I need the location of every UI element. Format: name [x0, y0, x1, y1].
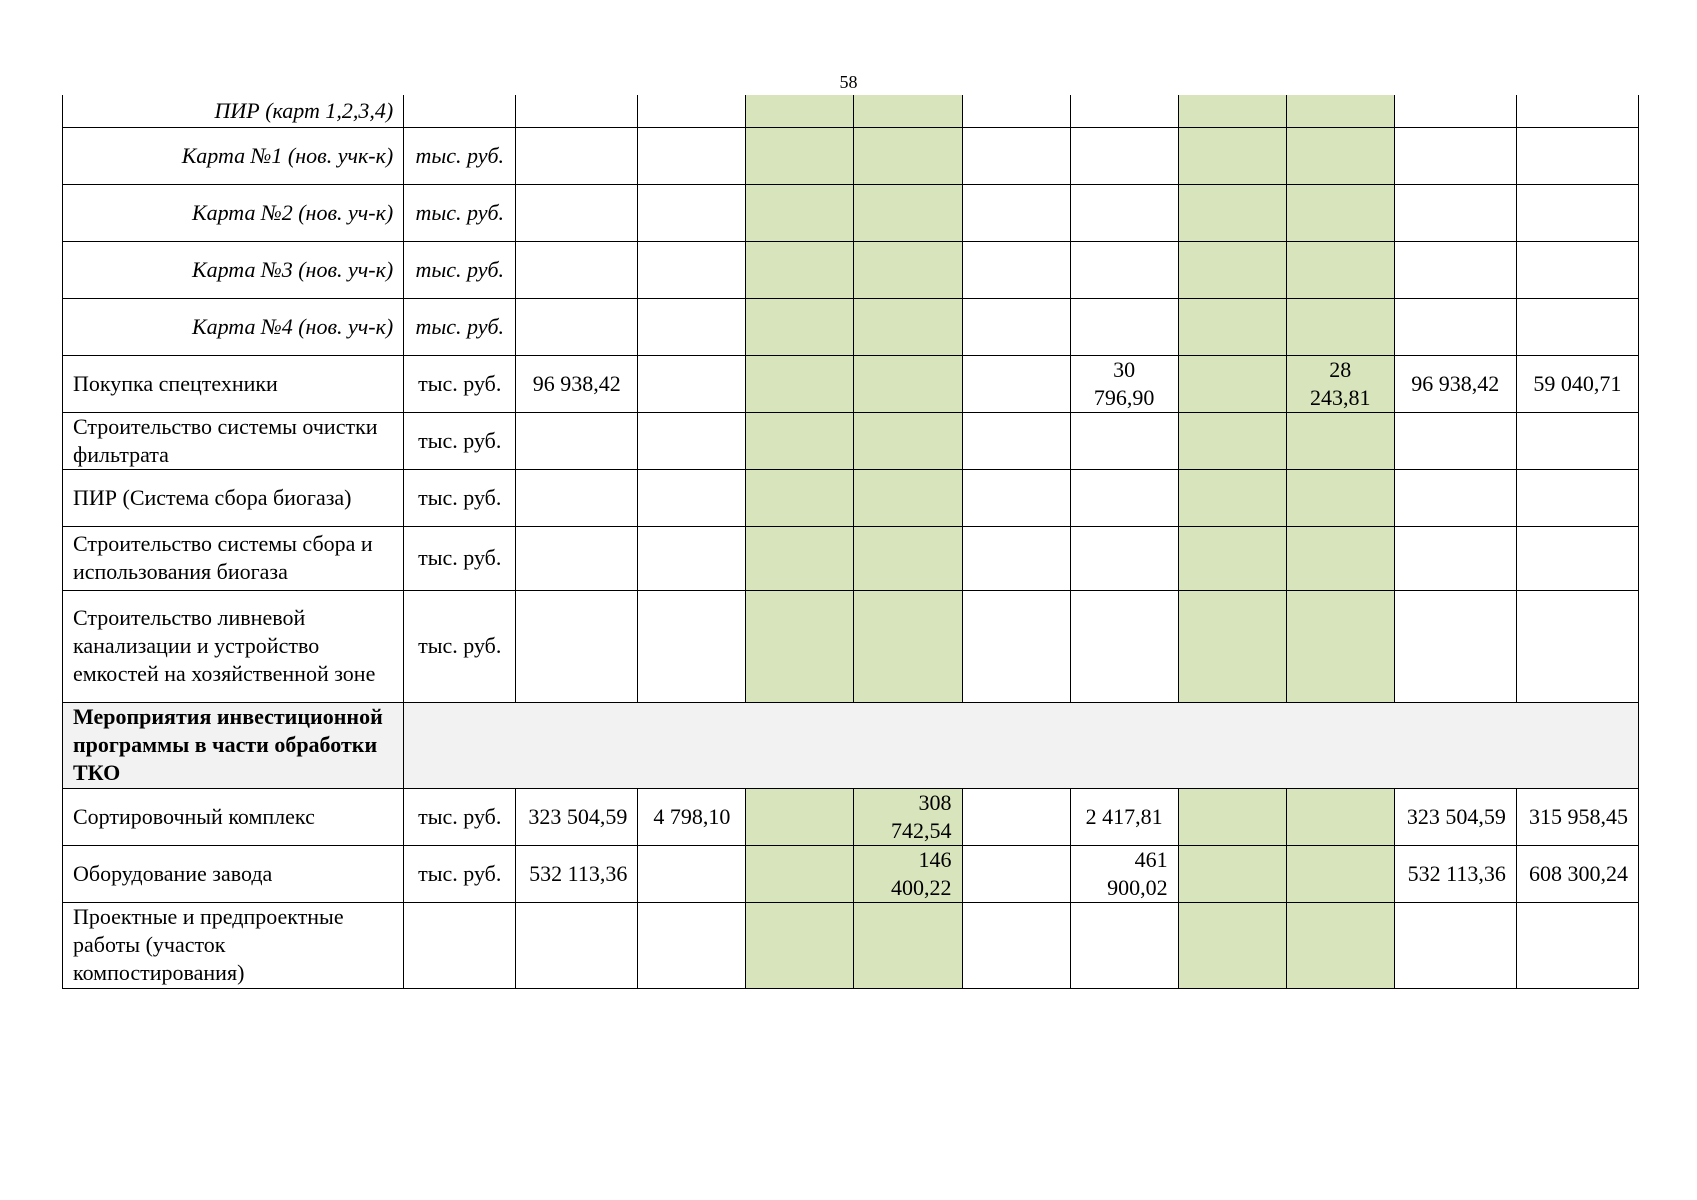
row-unit [404, 95, 516, 127]
section-row [63, 702, 1639, 788]
cell [1070, 127, 1178, 184]
cell [962, 95, 1070, 127]
cell [1178, 241, 1286, 298]
cell [516, 298, 638, 355]
row-unit: тыс. руб. [404, 526, 516, 590]
cell [638, 184, 746, 241]
row-name: ПИР (Система сбора биогаза) [63, 469, 404, 526]
cell [1394, 127, 1516, 184]
cell [1070, 298, 1178, 355]
cell [854, 412, 962, 469]
cell [1394, 298, 1516, 355]
cell [1394, 590, 1516, 702]
cell [1070, 590, 1178, 702]
table-row [63, 412, 1639, 469]
cell [1178, 788, 1286, 845]
cell [746, 95, 854, 127]
cell [1286, 788, 1394, 845]
cell [1286, 95, 1394, 127]
cell [1286, 845, 1394, 902]
cell [746, 845, 854, 902]
cell [1286, 298, 1394, 355]
cell [1394, 902, 1516, 988]
investment-table [62, 95, 1639, 989]
cell [962, 355, 1070, 412]
cell [1178, 412, 1286, 469]
cell [854, 241, 962, 298]
cell [1286, 590, 1394, 702]
cell [516, 127, 638, 184]
section-title: Мероприятия инвестиционной программы в части обработки ТКО [63, 702, 404, 788]
cell [638, 127, 746, 184]
section-fill [404, 702, 1639, 788]
row-unit: тыс. руб. [404, 788, 516, 845]
cell [962, 845, 1070, 902]
cell [746, 590, 854, 702]
cell: 2 417,81 [1070, 788, 1178, 845]
cell [516, 469, 638, 526]
cell [746, 127, 854, 184]
cell [1394, 95, 1516, 127]
cell [746, 526, 854, 590]
cell [638, 845, 746, 902]
cell [1286, 469, 1394, 526]
table-row [63, 127, 1639, 184]
cell: 30 796,90 [1070, 355, 1178, 412]
cell [638, 902, 746, 988]
cell [638, 469, 746, 526]
row-name: Оборудование завода [63, 845, 404, 902]
cell [638, 590, 746, 702]
cell [854, 355, 962, 412]
cell [746, 184, 854, 241]
cell [1394, 526, 1516, 590]
cell [1516, 127, 1638, 184]
row-name: Строительство системы сбора и использования биогаза [63, 526, 404, 590]
cell [854, 590, 962, 702]
row-unit: тыс. руб. [404, 127, 516, 184]
row-name: ПИР (карт 1,2,3,4) [63, 95, 404, 127]
cell [1286, 184, 1394, 241]
cell [1178, 526, 1286, 590]
cell: 315 958,45 [1516, 788, 1638, 845]
cell [1394, 469, 1516, 526]
table-row [63, 298, 1639, 355]
cell [1178, 95, 1286, 127]
cell [1516, 412, 1638, 469]
cell [1070, 241, 1178, 298]
cell [1178, 590, 1286, 702]
row-name: Карта №2 (нов. уч-к) [63, 184, 404, 241]
cell [1286, 526, 1394, 590]
cell [1178, 184, 1286, 241]
cell: 461 900,02 [1070, 845, 1178, 902]
cell [746, 788, 854, 845]
cell [516, 184, 638, 241]
row-unit [404, 902, 516, 988]
row-name: Карта №4 (нов. уч-к) [63, 298, 404, 355]
table-row [63, 902, 1639, 988]
row-unit: тыс. руб. [404, 184, 516, 241]
cell [516, 412, 638, 469]
cell [1516, 95, 1638, 127]
cell [1070, 526, 1178, 590]
cell [962, 241, 1070, 298]
cell: 532 113,36 [516, 845, 638, 902]
cell [962, 526, 1070, 590]
row-unit: тыс. руб. [404, 241, 516, 298]
cell: 146 400,22 [854, 845, 962, 902]
row-name: Карта №1 (нов. учк-к) [63, 127, 404, 184]
cell [854, 127, 962, 184]
cell [962, 127, 1070, 184]
cell: 323 504,59 [516, 788, 638, 845]
table-row [63, 469, 1639, 526]
row-name: Проектные и предпроектные работы (участок компостирования) [63, 902, 404, 988]
table-row [63, 845, 1639, 902]
cell [1516, 184, 1638, 241]
cell [854, 298, 962, 355]
cell: 308 742,54 [854, 788, 962, 845]
cell [516, 902, 638, 988]
cell [1394, 241, 1516, 298]
cell: 532 113,36 [1394, 845, 1516, 902]
cell [1070, 412, 1178, 469]
cell [854, 469, 962, 526]
cell [1178, 902, 1286, 988]
row-unit: тыс. руб. [404, 469, 516, 526]
cell [746, 902, 854, 988]
cell [1070, 469, 1178, 526]
cell: 4 798,10 [638, 788, 746, 845]
page-number: 58 [839, 72, 858, 92]
cell: 28 243,81 [1286, 355, 1394, 412]
cell [1286, 241, 1394, 298]
cell [1394, 184, 1516, 241]
cell [962, 902, 1070, 988]
row-name: Покупка спецтехники [63, 355, 404, 412]
cell [854, 184, 962, 241]
cell [516, 526, 638, 590]
cell [638, 95, 746, 127]
cell [638, 355, 746, 412]
cell [962, 788, 1070, 845]
cell [1286, 902, 1394, 988]
table-row [63, 526, 1639, 590]
table-row [63, 590, 1639, 702]
cell [746, 469, 854, 526]
cell [962, 469, 1070, 526]
cell [962, 298, 1070, 355]
cell [746, 412, 854, 469]
cell [1516, 590, 1638, 702]
cell [1178, 355, 1286, 412]
row-name: Строительство ливневой канализации и устройство емкостей на хозяйственной зоне [63, 590, 404, 702]
cell [854, 95, 962, 127]
cell: 96 938,42 [516, 355, 638, 412]
cell [1516, 902, 1638, 988]
cell [746, 241, 854, 298]
cell: 59 040,71 [1516, 355, 1638, 412]
cell [962, 184, 1070, 241]
cell [1070, 184, 1178, 241]
cell [854, 902, 962, 988]
table-row [63, 355, 1639, 412]
cell [962, 412, 1070, 469]
table-row [63, 95, 1639, 127]
row-name: Строительство системы очистки фильтрата [63, 412, 404, 469]
cell [1178, 298, 1286, 355]
cell [1516, 526, 1638, 590]
cell [1516, 469, 1638, 526]
cell [1070, 95, 1178, 127]
cell [638, 298, 746, 355]
cell [746, 298, 854, 355]
cell [516, 241, 638, 298]
cell [1178, 845, 1286, 902]
cell: 608 300,24 [1516, 845, 1638, 902]
row-name: Сортировочный комплекс [63, 788, 404, 845]
row-name: Карта №3 (нов. уч-к) [63, 241, 404, 298]
cell: 96 938,42 [1394, 355, 1516, 412]
cell [1070, 902, 1178, 988]
row-unit: тыс. руб. [404, 355, 516, 412]
cell: 323 504,59 [1394, 788, 1516, 845]
table-row [63, 241, 1639, 298]
cell [638, 241, 746, 298]
cell [854, 526, 962, 590]
cell [1178, 469, 1286, 526]
cell [1516, 241, 1638, 298]
cell [516, 95, 638, 127]
cell [1394, 412, 1516, 469]
cell [1286, 127, 1394, 184]
cell [638, 526, 746, 590]
cell [516, 590, 638, 702]
cell [962, 590, 1070, 702]
table-body [63, 95, 1639, 988]
row-unit: тыс. руб. [404, 590, 516, 702]
cell [746, 355, 854, 412]
row-unit: тыс. руб. [404, 845, 516, 902]
cell [1178, 127, 1286, 184]
table-row [63, 184, 1639, 241]
table-row [63, 788, 1639, 845]
cell [1286, 412, 1394, 469]
row-unit: тыс. руб. [404, 412, 516, 469]
cell [1516, 298, 1638, 355]
row-unit: тыс. руб. [404, 298, 516, 355]
cell [638, 412, 746, 469]
